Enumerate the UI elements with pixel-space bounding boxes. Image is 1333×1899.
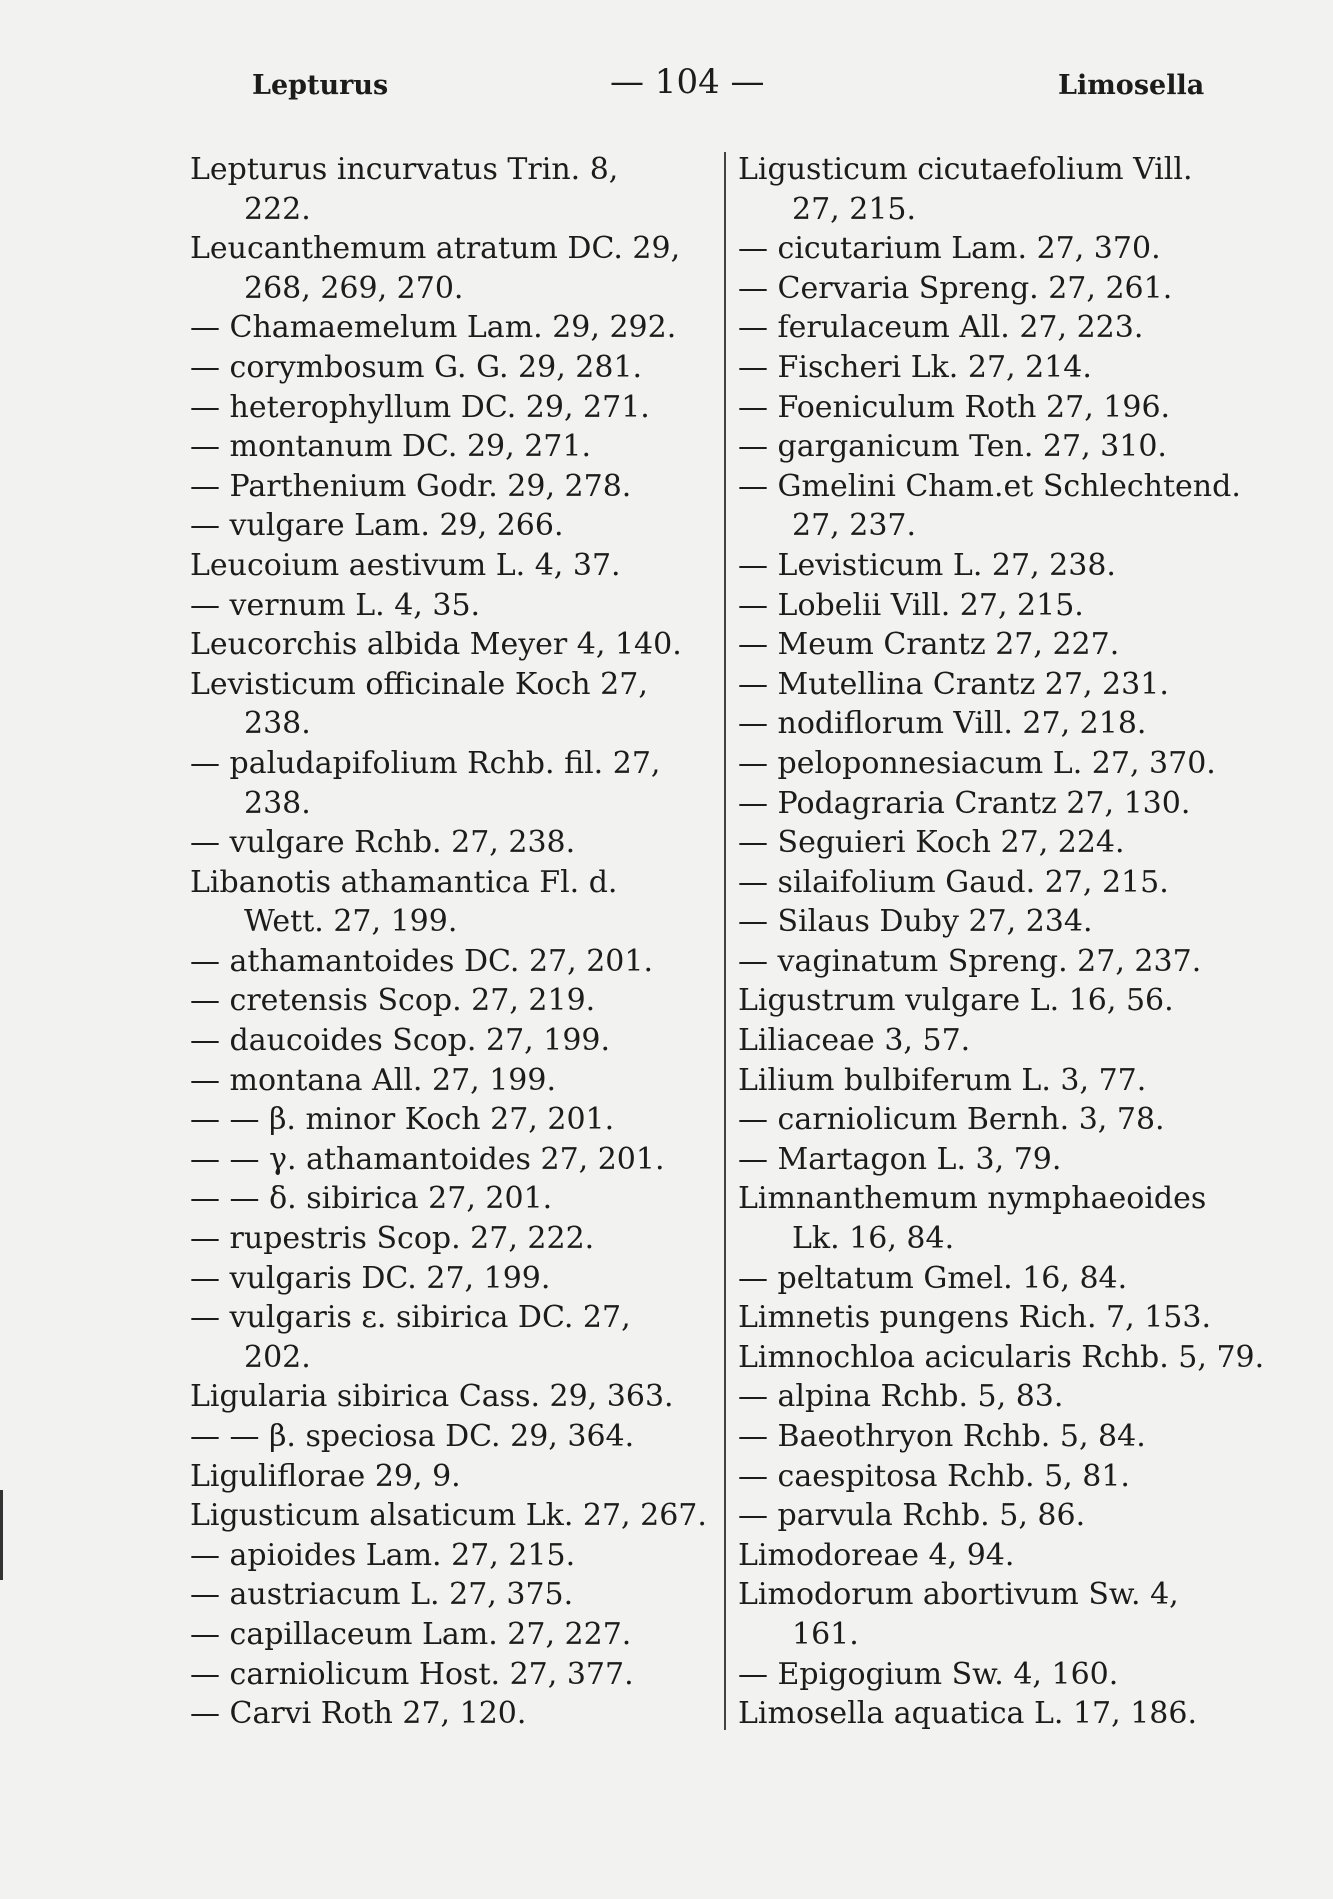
index-entry: — Foeniculum Roth 27, 196. (738, 389, 1171, 425)
index-entry: — parvula Rchb. 5, 86. (738, 1498, 1086, 1534)
index-entry: — paludapifolium Rchb. fil. 27, (190, 745, 661, 781)
index-entry-continuation: 27, 215. (792, 191, 917, 227)
index-entry-continuation: 238. (244, 785, 311, 821)
index-entry: — vernum L. 4, 35. (190, 587, 481, 623)
index-entry: — Podagraria Crantz 27, 130. (738, 785, 1191, 821)
index-entry: — heterophyllum DC. 29, 271. (190, 389, 650, 425)
index-entry-continuation: Lk. 16, 84. (792, 1221, 955, 1257)
index-entry: — — β. minor Koch 27, 201. (190, 1102, 615, 1138)
index-entry: — — γ. athamantoides 27, 201. (190, 1141, 665, 1177)
index-entry: — ferulaceum All. 27, 223. (738, 310, 1144, 346)
index-entry: — nodiflorum Vill. 27, 218. (738, 706, 1147, 742)
index-entry: — apioides Lam. 27, 215. (190, 1537, 576, 1573)
index-entry: — Mutellina Crantz 27, 231. (738, 666, 1169, 702)
index-entry: Ligustrum vulgare L. 16, 56. (738, 983, 1174, 1019)
index-entry: — cretensis Scop. 27, 219. (190, 983, 596, 1019)
index-entry: Ligusticum alsaticum Lk. 27, 267. (190, 1498, 707, 1534)
index-entry: Libanotis athamantica Fl. d. (190, 864, 618, 900)
page-edge-mark (0, 1490, 3, 1580)
index-entry: — vaginatum Spreng. 27, 237. (738, 943, 1202, 979)
index-entry: — cicutarium Lam. 27, 370. (738, 231, 1161, 267)
index-entry-continuation: Wett. 27, 199. (244, 904, 458, 940)
header-right-guide-word: Limosella (1058, 70, 1205, 101)
index-entry: — corymbosum G. G. 29, 281. (190, 349, 643, 385)
index-entry: — vulgare Lam. 29, 266. (190, 508, 564, 544)
index-entry: — caespitosa Rchb. 5, 81. (738, 1458, 1130, 1494)
index-entry-continuation: 238. (244, 706, 311, 742)
index-entry: Lepturus incurvatus Trin. 8, (190, 152, 619, 187)
index-entry-continuation: 27, 237. (792, 508, 917, 544)
index-entry-continuation: 268, 269, 270. (244, 270, 464, 306)
index-entry: — athamantoides DC. 27, 201. (190, 943, 653, 979)
index-entry: Leucanthemum atratum DC. 29, (190, 231, 681, 267)
index-entry: — peloponnesiacum L. 27, 370. (738, 745, 1216, 781)
index-entry: — Parthenium Godr. 29, 278. (190, 468, 632, 504)
index-entry: — vulgaris ε. sibirica DC. 27, (190, 1300, 631, 1336)
index-entry: — capillaceum Lam. 27, 227. (190, 1616, 632, 1652)
index-entry-continuation: 222. (244, 191, 311, 227)
index-entry: Limnochloa acicularis Rchb. 5, 79. (738, 1339, 1265, 1375)
index-entry: — Fischeri Lk. 27, 214. (738, 349, 1092, 385)
index-entry: — silaifolium Gaud. 27, 215. (738, 864, 1169, 900)
index-entry: — Levisticum L. 27, 238. (738, 547, 1116, 583)
index-entry: — — β. speciosa DC. 29, 364. (190, 1419, 635, 1454)
index-entry: — Seguieri Koch 27, 224. (738, 825, 1125, 861)
index-entry: — austriacum L. 27, 375. (190, 1577, 574, 1613)
page-number: — 104 — (610, 62, 765, 102)
running-header (0, 62, 1333, 112)
index-entry: Liguliflorae 29, 9. (190, 1458, 461, 1494)
index-entry: — Lobelii Vill. 27, 215. (738, 587, 1084, 623)
index-entry: Leucoium aestivum L. 4, 37. (190, 547, 621, 583)
index-entry: — alpina Rchb. 5, 83. (738, 1379, 1064, 1415)
index-entry: — peltatum Gmel. 16, 84. (738, 1260, 1128, 1296)
index-entry: Liliaceae 3, 57. (738, 1023, 971, 1059)
index-entry: — montanum DC. 29, 271. (190, 429, 591, 465)
index-entry: Ligusticum cicutaefolium Vill. (738, 152, 1193, 187)
index-entry: — Gmelini Cham.et Schlechtend. (738, 468, 1241, 504)
index-entry: Limnanthemum nymphaeoides (738, 1181, 1207, 1217)
index-entry: Limnetis pungens Rich. 7, 153. (738, 1300, 1212, 1336)
index-entry: Ligularia sibirica Cass. 29, 363. (190, 1379, 674, 1415)
index-entry: — Baeothryon Rchb. 5, 84. (738, 1419, 1146, 1454)
index-entry: — garganicum Ten. 27, 310. (738, 429, 1167, 465)
index-entry: Levisticum officinale Koch 27, (190, 666, 648, 702)
index-entry: — rupestris Scop. 27, 222. (190, 1221, 595, 1257)
header-left-guide-word: Lepturus (252, 70, 389, 101)
column-divider (724, 152, 726, 1730)
index-entry-continuation: 202. (244, 1339, 311, 1375)
index-entry: Limosella aquatica L. 17, 186. (738, 1696, 1197, 1732)
index-entry: Limodoreae 4, 94. (738, 1537, 1015, 1573)
index-entry: — Martagon L. 3, 79. (738, 1141, 1062, 1177)
index-entry: — daucoides Scop. 27, 199. (190, 1023, 611, 1059)
index-entry-continuation: 161. (792, 1616, 859, 1652)
index-entry: — Silaus Duby 27, 234. (738, 904, 1093, 940)
index-entry: — carniolicum Host. 27, 377. (190, 1656, 634, 1692)
index-entry: — Carvi Roth 27, 120. (190, 1696, 527, 1732)
index-entry: — Cervaria Spreng. 27, 261. (738, 270, 1173, 306)
index-entry: Lilium bulbiferum L. 3, 77. (738, 1062, 1147, 1098)
index-entry: — Chamaemelum Lam. 29, 292. (190, 310, 677, 346)
index-entry: — — δ. sibirica 27, 201. (190, 1181, 553, 1217)
left-index-column (190, 150, 718, 1734)
index-entry: Leucorchis albida Meyer 4, 140. (190, 627, 682, 663)
index-entry: — Epigogium Sw. 4, 160. (738, 1656, 1119, 1692)
right-index-column (738, 150, 1268, 1734)
index-entry: — carniolicum Bernh. 3, 78. (738, 1102, 1165, 1138)
index-entry: — Meum Crantz 27, 227. (738, 627, 1120, 663)
index-entry: — vulgare Rchb. 27, 238. (190, 825, 576, 861)
index-entry: — vulgaris DC. 27, 199. (190, 1260, 551, 1296)
index-entry: Limodorum abortivum Sw. 4, (738, 1577, 1179, 1613)
index-entry: — montana All. 27, 199. (190, 1062, 557, 1098)
